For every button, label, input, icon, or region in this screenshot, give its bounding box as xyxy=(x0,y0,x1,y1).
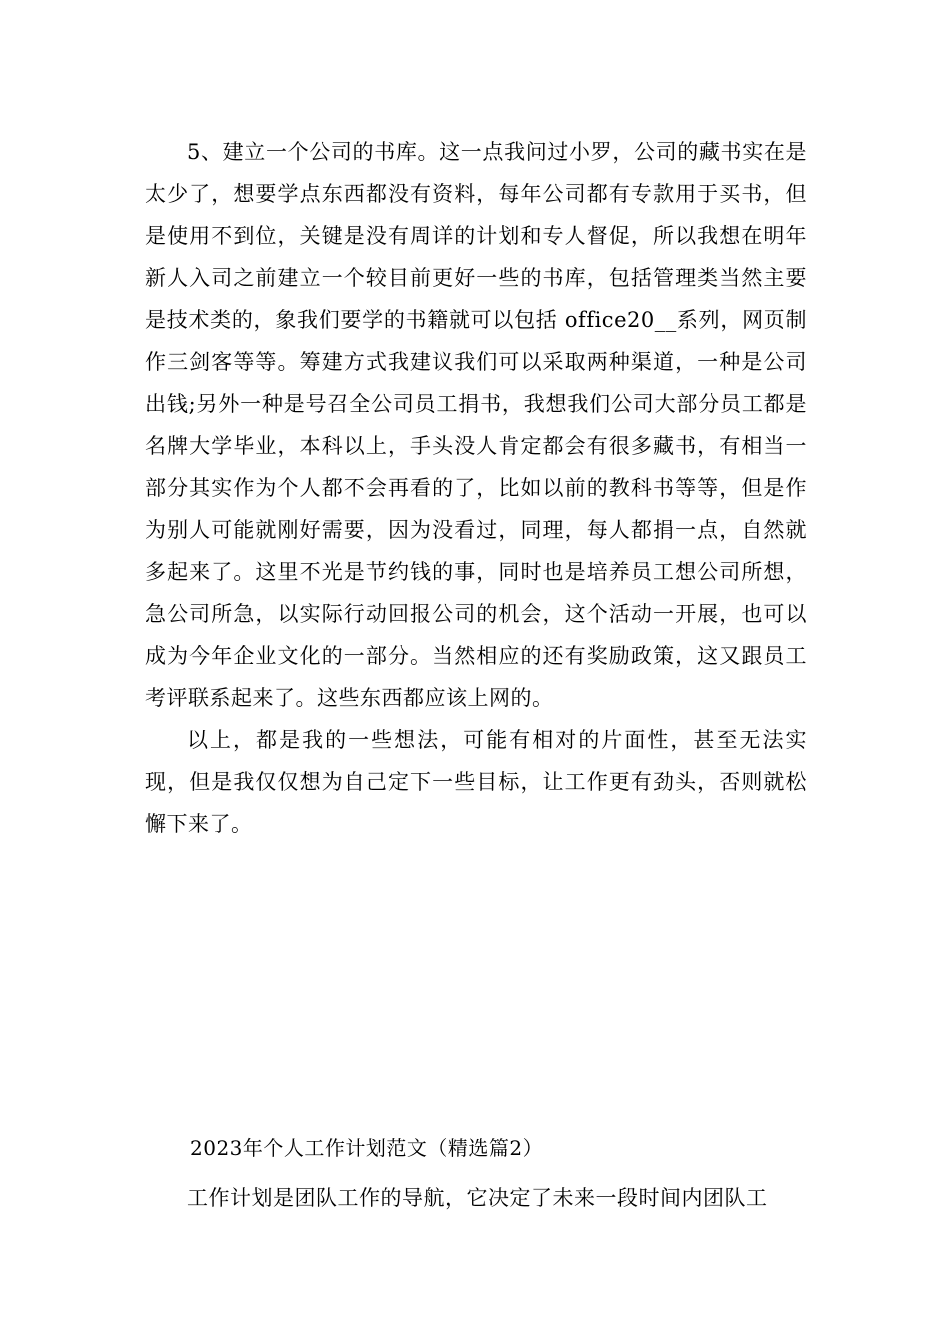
paragraph-conclusion: 以上，都是我的一些想法，可能有相对的片面性，甚至无法实现，但是我仅仅想为自己定下一些目标，让工作更有劲头，否则就松懈下来了。 xyxy=(145,728,807,836)
paragraph-intro: 工作计划是团队工作的导航，它决定了未来一段时间内团队工 xyxy=(187,1186,768,1210)
document-body xyxy=(145,131,807,845)
section-heading: 2023年个人工作计划范文（精选篇2） xyxy=(190,1136,544,1160)
paragraph-bookstore: 5、建立一个公司的书库。这一点我问过小罗，公司的藏书实在是太少了，想要学点东西都没有资料，每年公司都有专款用于买书，但是使用不到位，关键是没有周详的计划和专人督促，所以我想在明年新人入司之前建立一个较目前更好一些的书库，包括管理类当然主要是技术类的，象我们要学的书籍就可以包括 office20__系列，网页制作三剑客等等。筹建方式我建议我们可以采取两种渠道，一种是公司出钱;另外一种是号召全公司员工捐书，我想我们公司大部分员工都是名牌大学毕业，本科以上，手头没人肯定都会有很多藏书，有相当一部分其实作为个人都不会再看的了，比如以前的教科书等等，但是作为别人可能就刚好需要，因为没看过，同理，每人都捐一点，自然就多起来了。这里不光是节约钱的事，同时也是培养员工想公司所想，急公司所急，以实际行动回报公司的机会，这个活动一开展，也可以成为今年企业文化的一部分。当然相应的还有奖励政策，这又跟员工考评联系起来了。这些东西都应该上网的。 xyxy=(145,140,807,710)
next-section-body xyxy=(145,1177,807,1219)
section-heading-block xyxy=(145,1127,807,1169)
